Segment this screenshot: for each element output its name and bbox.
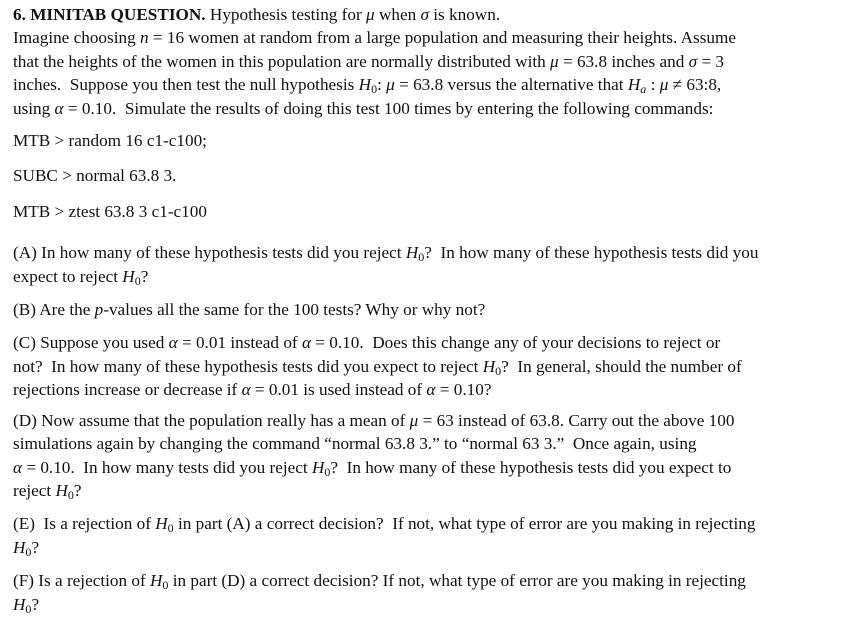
part-e: (E) Is a rejection of $H_0$ in part (A) a correct decision? If not, what type of error are you making in rejecting $H_0$?	[13, 514, 756, 559]
question-intro: 6. MINITAB QUESTION. Hypothesis testing for μ when σ is known. Imagine choosing n = 16 women at random from a large population and measuring their heights. Assume that the heights of the women in this population are normally distributed with μ = 63.8 inches and σ = 3 inches. Suppose you then test the null hypothesis $H_0$: μ = 63.8 versus the alternative that $H_a$ : μ ≠ 63:8, using α = 0.10. Simulate the results of doing this test 100 times by entering the following commands:	[13, 5, 736, 118]
part-c: (C) Suppose you used α = 0.01 instead of α = 0.10. Does this change any of your decisions to reject or not? In how many of these hypothesis tests did you expect to reject $H_0$? In general, should the number of rejections increase or decrease if α = 0.01 is used instead of α = 0.10?	[13, 333, 742, 400]
part-a: (A) In how many of these hypothesis tests did you reject $H_0$? In how many of these hypothesis tests did you expect to reject $H_0$?	[13, 243, 759, 288]
minitab-command-3: MTB > ztest 63.8 3 c1-c100	[13, 201, 207, 221]
part-d: (D) Now assume that the population really has a mean of μ = 63 instead of 63.8. Carry out the above 100 simulations again by changing the command “normal 63.8 3.” to “normal 63 3.” Once again, using α = 0.10. In how many tests did you reject $H_0$? In how many of these hypothesis tests did you expect to reject $H_0$?	[13, 410, 735, 502]
minitab-command-1: MTB > random 16 c1-c100;	[13, 131, 207, 151]
document-page	[13, 3, 863, 626]
part-f: (F) Is a rejection of $H_0$ in part (D) a correct decision? If not, what type of error are you making in rejecting $H_0$?	[13, 571, 746, 616]
part-b: (B) Are the p-values all the same for the 100 tests? Why or why not?	[13, 300, 486, 320]
minitab-command-2: SUBC > normal 63.8 3.	[13, 166, 177, 186]
